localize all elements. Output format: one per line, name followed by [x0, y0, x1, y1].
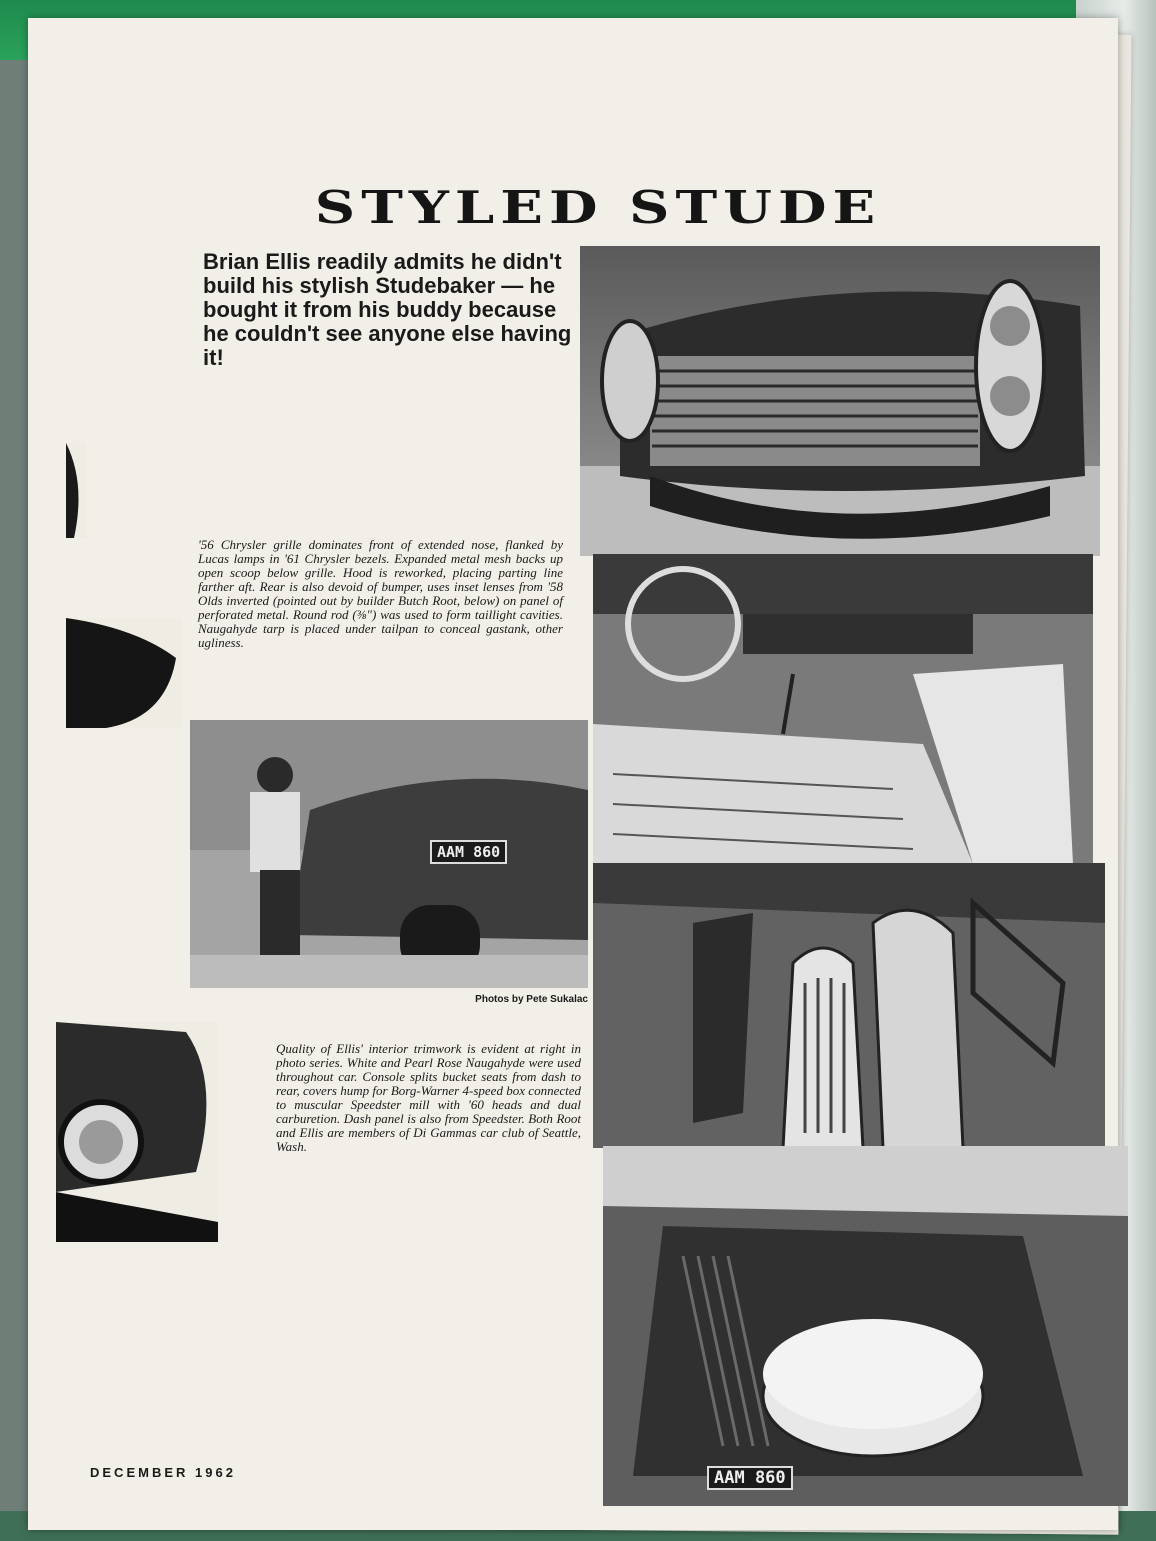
caption-front: '56 Chrysler grille dominates front of extended nose, flanked by Lucas lamps in '61 Chrysler bezels. Expanded metal mesh backs up open scoop below grille. Hood is reworked, placing parting line farther aft. Rear is also devoid of bumper, uses inset lenses from '58 Olds inverted (pointed out by builder Butch Root, below) on panel of perforated metal. Round rod (⅜") was used to form taillight cavities. Naugahyde tarp is placed under tailpan to conceal gastank, other ugliness. [198, 537, 563, 650]
photo-dashboard [593, 554, 1093, 864]
photo-credit: Photos by Pete Sukalac [475, 994, 588, 1005]
photo-trunk [603, 1146, 1128, 1506]
issue-date-footer: DECEMBER 1962 [90, 1465, 236, 1480]
photo-side-wheel [56, 1022, 218, 1242]
adjacent-page-fragment-car [66, 618, 181, 728]
magazine-page [28, 18, 1118, 1530]
caption-interior: Quality of Ellis' interior trimwork is evident at right in photo series. White and Pearl Rose Naugahyde were used throughout car. Console splits bucket seats from dash to rear, covers hump for Borg-Warner 4-speed box connected to muscular Speedster mill with '60 heads and dual carburetion. Dash panel is also from Speedster. Both Root and Ellis are members of Di Gammas car club of Seattle, Wash. [276, 1041, 581, 1154]
photo-rear-builder [190, 720, 588, 988]
license-plate-trunk: AAM 860 [707, 1466, 793, 1490]
photo-bucket-seats [593, 863, 1105, 1148]
article-deck: Brian Ellis readily admits he didn't build his stylish Studebaker — he bought it from his buddy because he couldn't see anyone else having it! [203, 249, 572, 370]
adjacent-page-fragment [66, 443, 86, 538]
license-plate-rear: AAM 860 [430, 840, 507, 864]
photo-front-grille [580, 246, 1100, 556]
article-title: STYLED STUDE [314, 181, 882, 235]
